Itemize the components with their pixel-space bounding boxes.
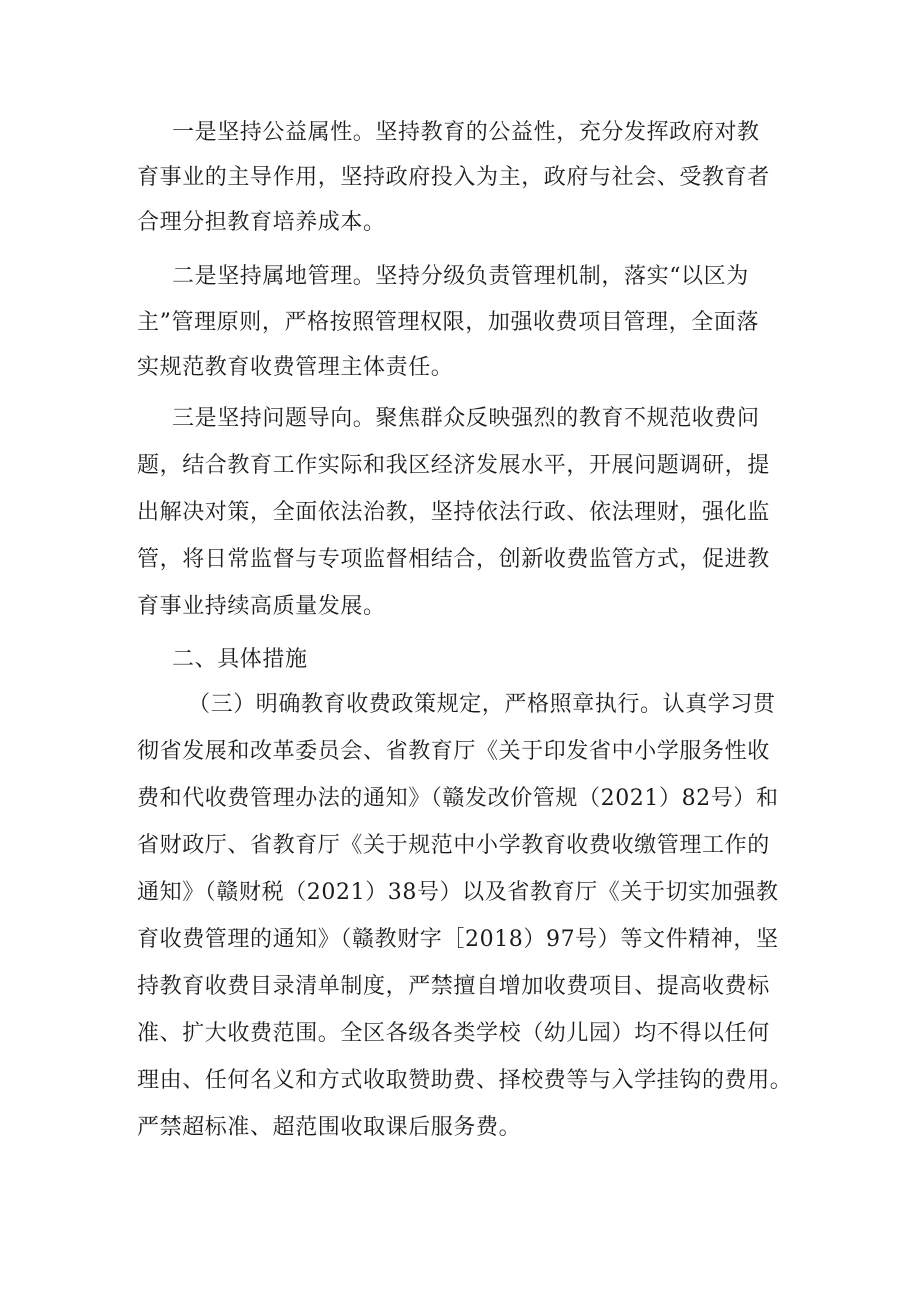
paragraph-4-line-5: 通知》（赣财税（2021）38号）以及省教育厅《关于切实加强教 bbox=[137, 880, 779, 905]
paragraph-3-line-2: 题，结合教育工作实际和我区经济发展水平，开展问题调研，提 bbox=[137, 453, 770, 478]
section-heading: 二、具体措施 bbox=[172, 647, 308, 672]
paragraph-4-line-1: （三）明确教育收费政策规定，严格照章执行。认真学习贯 bbox=[188, 692, 776, 717]
paragraph-4-line-3: 费和代收费管理办法的通知》（赣发改价管规（2021）82号）和 bbox=[137, 786, 779, 811]
paragraph-2-line-2: 主”管理原则，严格按照管理权限，加强收费项目管理，全面落 bbox=[137, 310, 760, 335]
paragraph-4-line-4: 省财政厅、省教育厅《关于规范中小学教育收费收缴管理工作的 bbox=[137, 833, 770, 858]
paragraph-3-line-3: 出解决对策，全面依法治教，坚持依法行政、依法理财，强化监 bbox=[137, 500, 770, 525]
paragraph-4-line-2: 彻省发展和改革委员会、省教育厅《关于印发省中小学服务性收 bbox=[137, 739, 770, 764]
paragraph-3-line-1: 三是坚持问题导向。聚焦群众反映强烈的教育不规范收费问 bbox=[172, 406, 760, 431]
paragraph-1-line-2: 育事业的主导作用，坚持政府投入为主，政府与社会、受教育者 bbox=[137, 165, 770, 190]
paragraph-3-line-5: 育事业持续高质量发展。 bbox=[137, 594, 386, 619]
paragraph-1-line-3: 合理分担教育培养成本。 bbox=[137, 210, 386, 235]
paragraph-2-line-3: 实规范教育收费管理主体责任。 bbox=[137, 355, 454, 380]
paragraph-2-line-1: 二是坚持属地管理。坚持分级负责管理机制，落实“以区为 bbox=[172, 264, 749, 289]
paragraph-3-line-4: 管，将日常监督与专项监督相结合，创新收费监管方式，促进教 bbox=[137, 547, 770, 572]
paragraph-4-line-9: 理由、任何名义和方式收取赞助费、择校费等与入学挂钩的费用。 bbox=[137, 1068, 793, 1093]
paragraph-4-line-6: 育收费管理的通知》（赣教财字［2018）97号）等文件精神，坚 bbox=[137, 927, 779, 952]
paragraph-1-line-1: 一是坚持公益属性。坚持教育的公益性，充分发挥政府对教 bbox=[172, 120, 760, 145]
paragraph-4-line-7: 持教育收费目录清单制度，严禁擅自增加收费项目、提高收费标 bbox=[137, 974, 770, 999]
paragraph-4-line-8: 准、扩大收费范围。全区各级各类学校（幼儿园）均不得以任何 bbox=[137, 1021, 770, 1046]
paragraph-4-line-10: 严禁超标准、超范围收取课后服务费。 bbox=[137, 1115, 522, 1140]
